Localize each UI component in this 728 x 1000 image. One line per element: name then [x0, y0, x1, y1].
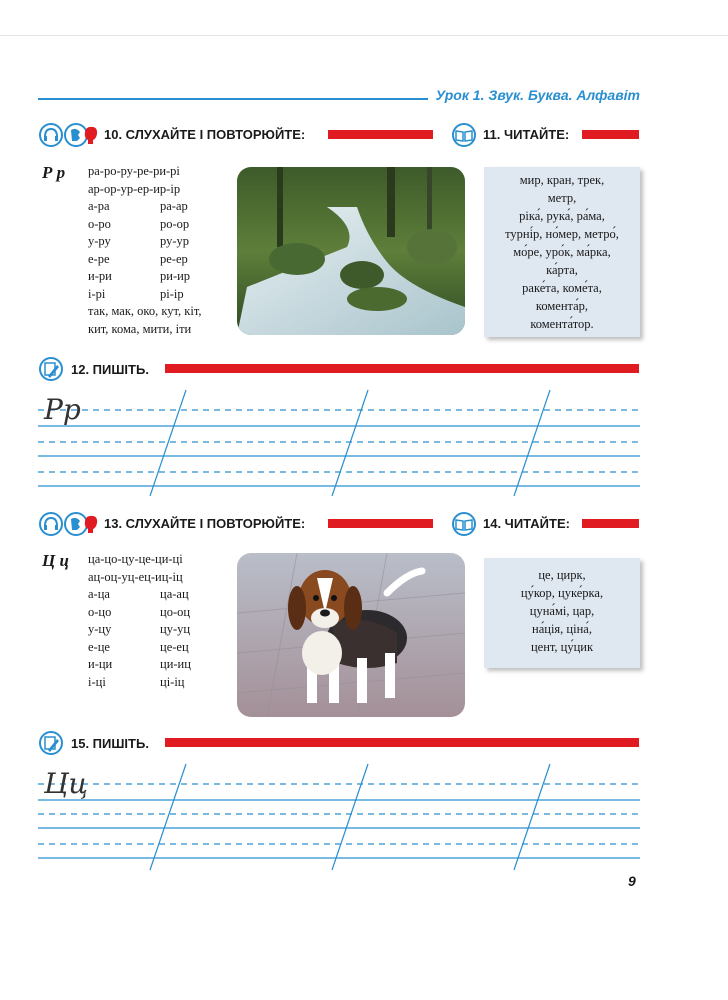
- word-line: турні́р, но́мер, метро́,: [505, 227, 619, 241]
- word-line: раке́та, коме́та,: [522, 281, 602, 295]
- listen-icon: [38, 511, 100, 542]
- word-line: цуна́мі, цар,: [529, 604, 595, 618]
- pair-row: е-ре ре-ер: [88, 251, 188, 266]
- syllable-line: ца-цо-цу-це-ци-ці: [88, 552, 183, 566]
- ex12-writing-lines: [38, 388, 640, 503]
- word-line: цент, цу́цик: [530, 640, 594, 654]
- word-line: метр,: [547, 191, 577, 205]
- page-number: 9: [628, 873, 636, 889]
- read-book-icon: [451, 122, 477, 153]
- syllable-line: ар-ор-ур-ер-ир-ір: [88, 181, 181, 196]
- ex13-title: 13. СЛУХАЙТЕ І ПОВТОРЮЙТЕ:: [104, 516, 306, 531]
- pair-row: е-це це-ец: [88, 639, 189, 654]
- river-photo: [237, 167, 465, 335]
- word-line: мир, кран, трек,: [519, 173, 605, 187]
- write-icon: [38, 730, 64, 761]
- word-line: цу́кор, цуке́рка,: [520, 586, 604, 600]
- pair-row: о-ро ро-ор: [88, 216, 190, 231]
- ex15-handwriting-sample: Цц: [44, 767, 88, 800]
- ex11-title: 11. ЧИТАЙТЕ:: [483, 127, 570, 142]
- ex13-text-block: [88, 551, 191, 691]
- word-line: ріка́, рука́, ра́ма,: [519, 209, 605, 223]
- header-rule: [38, 98, 428, 100]
- lesson-title: Урок 1. Звук. Буква. Алфавіт: [435, 87, 640, 103]
- syllable-line: ац-оц-уц-ец-иц-іц: [88, 569, 183, 584]
- ex11-red-bar: [582, 130, 639, 139]
- ex15-red-bar: [165, 738, 639, 747]
- word-line: комента́р,: [535, 299, 589, 313]
- pair-row: і-ці ці-іц: [88, 674, 185, 689]
- ex12-red-bar: [165, 364, 639, 373]
- ex14-red-bar: [582, 519, 639, 528]
- ex10-letters: Р р: [42, 163, 66, 182]
- ex15-title: 15. ПИШІТЬ.: [71, 736, 149, 751]
- word-line: мо́ре, уро́к, ма́рка,: [513, 245, 611, 259]
- word-line: це, цирк,: [538, 568, 586, 582]
- write-icon: [38, 356, 64, 387]
- word-line: ка́рта,: [546, 263, 578, 277]
- ex14-title: 14. ЧИТАЙТЕ:: [483, 516, 570, 531]
- puppy-photo: [237, 553, 465, 717]
- ex15-writing-lines: [38, 762, 640, 877]
- ex12-title: 12. ПИШІТЬ.: [71, 362, 149, 377]
- listen-icon: [38, 122, 100, 153]
- ex14-word-card: [484, 558, 640, 668]
- ex12-handwriting-sample: Рр: [44, 393, 81, 426]
- pair-row: а-ра ра-ар: [88, 199, 188, 213]
- top-divider: [0, 35, 728, 36]
- pair-row: і-рі рі-ір: [88, 286, 184, 301]
- pair-row: у-цу цу-уц: [88, 622, 191, 636]
- word-line: на́ція, ціна́,: [532, 622, 592, 636]
- ex10-title: 10. СЛУХАЙТЕ І ПОВТОРЮЙТЕ:: [104, 127, 306, 142]
- pair-row: а-ца ца-ац: [88, 587, 189, 601]
- word-line: кит, кома, мити, іти: [88, 321, 192, 336]
- pair-row: и-ци ци-иц: [88, 657, 191, 671]
- read-book-icon: [451, 511, 477, 542]
- ex13-red-bar: [328, 519, 433, 528]
- ex10-text-block: [88, 163, 201, 338]
- pair-row: у-ру ру-ур: [88, 234, 189, 248]
- word-line: так, мак, око, кут, кіт,: [88, 304, 202, 318]
- pair-row: и-ри ри-ир: [88, 269, 191, 283]
- ex11-word-card: [484, 167, 640, 337]
- syllable-line: ра-ро-ру-ре-ри-рі: [88, 164, 180, 178]
- pair-row: о-цо цо-оц: [88, 604, 191, 619]
- word-line: комента́тор.: [530, 317, 594, 331]
- ex10-red-bar: [328, 130, 433, 139]
- ex13-letters: Ц ц: [42, 551, 69, 570]
